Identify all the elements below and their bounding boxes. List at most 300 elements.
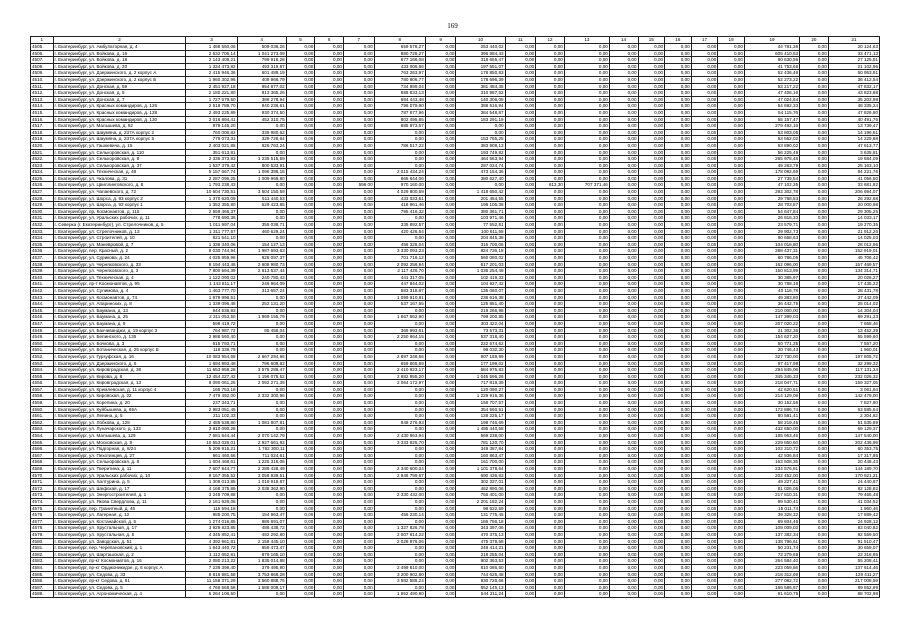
amount-cell: 81 026,06 (744, 485, 799, 492)
amount-cell: 125 851,40 (456, 301, 505, 308)
amount-cell: 0,00 (425, 195, 456, 202)
amount-cell: 0,00 (286, 591, 315, 598)
amount-cell: 1 339 096,48 (186, 301, 237, 308)
amount-cell: 763 263,97 (374, 70, 425, 77)
row-number-cell: 4540. (31, 274, 54, 281)
amount-cell: 0,00 (343, 307, 374, 314)
amount-cell: 0,00 (343, 248, 374, 255)
amount-cell: 0,00 (718, 116, 745, 123)
amount-cell: 0,00 (536, 340, 565, 347)
amount-cell: 0,00 (425, 129, 456, 136)
amount-cell: 0,00 (425, 353, 456, 360)
amount-cell: 41 753,66 (744, 63, 799, 70)
amount-cell: 118 339,79 (186, 347, 237, 354)
amount-cell: 0,00 (425, 281, 456, 288)
amount-cell: 33 471,13 (828, 50, 879, 57)
amount-cell: 152 919,01 (828, 248, 879, 255)
amount-cell: 1 960 302,96 (186, 76, 237, 83)
amount-cell: 0,00 (286, 314, 315, 321)
table-row (31, 268, 880, 275)
amount-cell: 0,00 (665, 525, 692, 532)
amount-cell: 0,00 (505, 393, 536, 400)
amount-cell: 0,00 (691, 255, 718, 262)
amount-cell: 2 559 466,37 (186, 208, 237, 215)
amount-cell: 0,00 (425, 558, 456, 565)
amount-cell: 0,00 (315, 274, 344, 281)
address-cell: г. Екатеринбург, ул. Баумана, д. 25 (53, 314, 186, 321)
amount-cell: 0,00 (564, 156, 609, 163)
row-number-cell: 4584. (31, 564, 54, 571)
amount-cell: 0,00 (536, 149, 565, 156)
amount-cell: 17 435,22 (828, 281, 879, 288)
amount-cell: 2 532 705,14 (186, 50, 237, 57)
amount-cell: 0,00 (286, 281, 315, 288)
amount-cell: 756 401,00 (456, 492, 505, 499)
amount-cell: 2 983 051,45 (186, 406, 237, 413)
amount-cell: 11 158 371,29 (186, 578, 237, 585)
amount-cell: 0,00 (286, 287, 315, 294)
table-row (31, 222, 880, 229)
amount-cell: 217 008,59 (828, 578, 879, 585)
amount-cell: 0,00 (609, 235, 638, 242)
amount-cell: 14 196,81 (828, 129, 879, 136)
amount-cell: 0,00 (505, 492, 536, 499)
amount-cell: 0,00 (638, 525, 665, 532)
amount-cell: 0,00 (718, 96, 745, 103)
amount-cell: 0,00 (609, 584, 638, 591)
amount-cell: 214 129,09 (744, 393, 799, 400)
amount-cell: 84 221,76 (828, 169, 879, 176)
amount-cell: 0,00 (609, 505, 638, 512)
amount-cell: 0,00 (343, 294, 374, 301)
amount-cell: 0,00 (609, 281, 638, 288)
amount-cell: 492 292,80 (237, 531, 286, 538)
amount-cell: 707 371,46 (564, 182, 609, 189)
amount-cell: 0,00 (315, 294, 344, 301)
amount-cell: 0,00 (343, 83, 374, 90)
amount-cell: 0,00 (665, 235, 692, 242)
amount-cell: 0,00 (286, 70, 315, 77)
amount-cell: 2 330 432,00 (374, 492, 425, 499)
amount-cell: 0,00 (425, 142, 456, 149)
address-cell: г. Екатеринбург, ул. Уральских рабочих, д. 11 (53, 215, 186, 222)
amount-cell: 0,00 (286, 83, 315, 90)
address-cell: г. Екатеринбург, ул. Донская, д. 59 (53, 83, 186, 90)
table-row (31, 44, 880, 51)
amount-cell: 0,00 (691, 215, 718, 222)
amount-cell: 0,00 (609, 307, 638, 314)
amount-cell: 0,00 (505, 545, 536, 552)
amount-cell: 0,00 (536, 334, 565, 341)
amount-cell: 0,00 (800, 578, 829, 585)
amount-cell: 0,00 (536, 479, 565, 486)
amount-cell: 0,00 (315, 44, 344, 51)
amount-cell: 2 897 348,66 (374, 353, 425, 360)
amount-cell: 0,00 (718, 393, 745, 400)
address-cell: г. Екатеринбург, ул. Апаринских, д. 8 (53, 301, 186, 308)
amount-cell: 1 418 650,42 (456, 189, 505, 196)
amount-cell: 0,00 (609, 314, 638, 321)
amount-cell: 744 625,48 (456, 571, 505, 578)
table-row (31, 505, 880, 512)
amount-cell: 0,00 (374, 558, 425, 565)
amount-cell: 55 599,60 (828, 334, 879, 341)
table-row (31, 281, 880, 288)
amount-cell: 0,00 (536, 591, 565, 598)
amount-cell: 0,00 (800, 90, 829, 97)
amount-cell: 0,00 (800, 525, 829, 532)
amount-cell: 0,00 (800, 419, 829, 426)
amount-cell: 234 576,81 (744, 466, 799, 473)
row-number-cell: 4583. (31, 558, 54, 565)
amount-cell: 0,00 (505, 347, 536, 354)
amount-cell: 154 627,20 (744, 334, 799, 341)
table-row (31, 564, 880, 571)
amount-cell: 0,00 (505, 400, 536, 407)
row-number-cell: 4567. (31, 452, 54, 459)
amount-cell: 3 200 902,80 (374, 571, 425, 578)
amount-cell: 302 337,01 (456, 479, 505, 486)
amount-cell: 0,00 (286, 248, 315, 255)
address-cell: г. Екатеринбург, ул. Халтурина, д. 5 (53, 479, 186, 486)
amount-cell: 8 030 744,94 (186, 248, 237, 255)
amount-cell: 0,00 (343, 439, 374, 446)
amount-cell: 529 423,85 (237, 202, 286, 209)
table-row (31, 261, 880, 268)
amount-cell: 902 363,53 (456, 558, 505, 565)
amount-cell: 1 225 316,06 (237, 459, 286, 466)
amount-cell: 930 374,50 (237, 109, 286, 116)
amount-cell: 0,00 (609, 123, 638, 130)
amount-cell: 0,00 (665, 149, 692, 156)
amount-cell: 0,00 (237, 182, 286, 189)
amount-cell: 0,00 (665, 90, 692, 97)
amount-cell: 2 016 894,41 (186, 116, 237, 123)
amount-cell: 265 978,48 (744, 156, 799, 163)
amount-cell: 0,00 (343, 57, 374, 64)
amount-cell: 0,00 (536, 195, 565, 202)
amount-cell: 1 952 490,90 (374, 591, 425, 598)
amount-cell: 0,00 (609, 406, 638, 413)
amount-cell: 0,00 (286, 142, 315, 149)
amount-cell: 28 703,87 (744, 202, 799, 209)
amount-cell: 0,00 (425, 228, 456, 235)
amount-cell: 0,00 (638, 156, 665, 163)
amount-cell: 0,00 (286, 459, 315, 466)
amount-cell: 170 921,21 (828, 472, 879, 479)
amount-cell: 0,00 (609, 76, 638, 83)
amount-cell: 0,00 (536, 287, 565, 294)
amount-cell: 2 092 256,94 (374, 261, 425, 268)
amount-cell: 51 535,89 (828, 419, 879, 426)
amount-cell: 0,00 (343, 419, 374, 426)
amount-cell: 73 279,69 (744, 551, 799, 558)
amount-cell: 30 788,16 (744, 281, 799, 288)
amount-cell: 0,00 (505, 109, 536, 116)
amount-cell: 0,00 (800, 373, 829, 380)
amount-cell: 69 129,37 (828, 426, 879, 433)
amount-cell: 91 610,75 (744, 591, 799, 598)
amount-cell: 0,00 (315, 512, 344, 519)
amount-cell: 279 492,16 (744, 123, 799, 130)
amount-cell: 0,00 (800, 320, 829, 327)
amount-cell: 0,00 (638, 373, 665, 380)
amount-cell: 0,00 (691, 433, 718, 440)
amount-cell: 0,00 (609, 571, 638, 578)
address-cell: г. Екатеринбург, ул. Подгорная, д. 8/24 (53, 446, 186, 453)
amount-cell: 36 412,54 (828, 76, 879, 83)
amount-cell: 0,00 (691, 531, 718, 538)
amount-cell: 0,00 (691, 76, 718, 83)
amount-cell: 0,00 (564, 57, 609, 64)
row-number-cell: 4556. (31, 380, 54, 387)
amount-cell: 0,00 (286, 44, 315, 51)
address-cell: г. Екатеринбург, ул. Якова Свердлова, д. 11 (53, 498, 186, 505)
amount-cell: 0,00 (718, 274, 745, 281)
amount-cell: 4 029 800,59 (374, 189, 425, 196)
amount-cell: 0,00 (609, 175, 638, 182)
amount-cell: 0,00 (286, 175, 315, 182)
amount-cell: 211 102,33 (186, 413, 237, 420)
table-row (31, 452, 880, 459)
amount-cell: 0,00 (343, 235, 374, 242)
amount-cell: 0,00 (800, 314, 829, 321)
address-cell: г. Екатеринбург, ул. Кировградская, д. 13 (53, 380, 186, 387)
amount-cell: 583 318,87 (374, 287, 425, 294)
amount-cell: 223 059,86 (744, 564, 799, 571)
amount-cell: 60 796,05 (744, 255, 799, 262)
amount-cell: 537 167,65 (374, 301, 425, 308)
column-header: 20 (800, 37, 829, 44)
amount-cell: 0,00 (315, 406, 344, 413)
amount-cell: 0,00 (638, 452, 665, 459)
amount-cell: 0,00 (609, 156, 638, 163)
amount-cell: 0,00 (315, 169, 344, 176)
amount-cell: 0,00 (343, 545, 374, 552)
amount-cell: 0,00 (665, 156, 692, 163)
amount-cell: 0,00 (505, 76, 536, 83)
amount-cell: 0,00 (315, 459, 344, 466)
amount-cell: 456 326,04 (374, 241, 425, 248)
amount-cell: 82 128,82 (828, 485, 879, 492)
amount-cell: 0,00 (425, 248, 456, 255)
table-row (31, 76, 880, 83)
amount-cell: 0,00 (343, 347, 374, 354)
amount-cell: 0,00 (638, 44, 665, 51)
amount-cell: 456 230,14 (374, 512, 425, 519)
amount-cell: 0,00 (315, 222, 344, 229)
address-cell: г. Екатеринбург, ул. Заводская, д. 51 (53, 538, 186, 545)
amount-cell: 0,00 (665, 123, 692, 130)
amount-cell: 1 274 016,85 (186, 518, 237, 525)
amount-cell: 0,00 (718, 439, 745, 446)
amount-cell: 0,00 (343, 558, 374, 565)
amount-cell: 0,00 (315, 195, 344, 202)
amount-cell: 0,00 (564, 162, 609, 169)
amount-cell: 0,00 (343, 498, 374, 505)
amount-cell: 0,00 (315, 202, 344, 209)
amount-cell: 0,00 (536, 545, 565, 552)
row-number-cell: 4508. (31, 63, 54, 70)
amount-cell: 0,00 (609, 129, 638, 136)
column-header: 14 (609, 37, 638, 44)
amount-cell: 0,00 (638, 136, 665, 143)
amount-cell: 26 816,33 (744, 215, 799, 222)
amount-cell: 0,00 (564, 406, 609, 413)
amount-cell: 0,00 (315, 571, 344, 578)
amount-cell: 787 677,96 (374, 109, 425, 116)
amount-cell: 0,00 (718, 426, 745, 433)
amount-cell: 0,00 (536, 564, 565, 571)
amount-cell: 0,00 (638, 578, 665, 585)
amount-cell: 0,00 (638, 367, 665, 374)
amount-cell: 0,00 (536, 281, 565, 288)
amount-cell: 3 810 090,28 (186, 426, 237, 433)
amount-cell: 0,00 (374, 215, 425, 222)
amount-cell: 0,00 (609, 498, 638, 505)
address-cell: г. Екатеринбург, ул. Баумана, д. 13 (53, 307, 186, 314)
amount-cell: 0,00 (343, 413, 374, 420)
amount-cell: 0,00 (609, 116, 638, 123)
amount-cell: 0,00 (536, 433, 565, 440)
amount-cell: 7 479 492,00 (186, 393, 237, 400)
amount-cell: 178 850,83 (456, 70, 505, 77)
table-row (31, 123, 880, 130)
amount-cell: 0,00 (665, 195, 692, 202)
amount-cell: 0,00 (718, 538, 745, 545)
amount-cell: 32 299,32 (828, 360, 879, 367)
amount-cell: 0,00 (691, 545, 718, 552)
amount-cell: 0,00 (425, 235, 456, 242)
amount-cell: 0,00 (505, 294, 536, 301)
amount-cell: 154 963,47 (237, 512, 286, 519)
amount-cell: 0,00 (315, 215, 344, 222)
amount-cell: 601 489,19 (237, 70, 286, 77)
amount-cell: 0,00 (691, 505, 718, 512)
amount-cell: 55 208,41 (828, 558, 879, 565)
table-row (31, 433, 880, 440)
address-cell: г. Екатеринбург, ул. Седова, д. 5 (53, 584, 186, 591)
amount-cell: 0,00 (718, 63, 745, 70)
amount-cell: 0,00 (609, 591, 638, 598)
amount-cell: 54 647,84 (744, 208, 799, 215)
table-row (31, 182, 880, 189)
amount-cell: 0,00 (286, 380, 315, 387)
amount-cell: 3 333 925,70 (374, 439, 425, 446)
amount-cell: 0,00 (425, 189, 456, 196)
amount-cell: 5 209 915,21 (186, 446, 237, 453)
amount-cell: 161 700,00 (456, 459, 505, 466)
amount-cell: 0,00 (286, 472, 315, 479)
amount-cell: 0,00 (536, 169, 565, 176)
amount-cell: 0,00 (315, 175, 344, 182)
amount-cell: 0,00 (505, 129, 536, 136)
amount-cell: 0,00 (536, 202, 565, 209)
amount-cell: 0,00 (718, 492, 745, 499)
amount-cell: 0,00 (343, 571, 374, 578)
amount-cell: 3 330 093,23 (374, 248, 425, 255)
amount-cell: 0,00 (800, 353, 829, 360)
amount-cell: 0,00 (691, 50, 718, 57)
amount-cell: 486 438,72 (237, 525, 286, 532)
amount-cell: 0,00 (609, 413, 638, 420)
amount-cell: 0,00 (638, 393, 665, 400)
address-cell: г. Екатеринбург, пр-т Космонавтов, д. 95 (53, 281, 186, 288)
address-cell: г. Екатеринбург, ул. Куйбышева, д. 86А (53, 406, 186, 413)
address-cell: г. Екатеринбург, пер. Гранитный, д. 45 (53, 505, 186, 512)
amount-cell: 688 833,13 (374, 90, 425, 97)
amount-cell: 0,00 (800, 426, 829, 433)
amount-cell: 24 928,12 (828, 518, 879, 525)
table-row (31, 294, 880, 301)
amount-cell: 0,00 (691, 393, 718, 400)
amount-cell: 701 716,12 (374, 255, 425, 262)
amount-cell: 147 399,03 (744, 314, 799, 321)
amount-cell: 202 436,99 (828, 439, 879, 446)
amount-cell: 0,00 (505, 175, 536, 182)
amount-cell: 0,00 (505, 123, 536, 130)
amount-cell: 0,00 (638, 591, 665, 598)
row-number-cell: 4548. (31, 327, 54, 334)
amount-cell: 0,00 (425, 327, 456, 334)
amount-cell: 157 469,57 (828, 261, 879, 268)
address-cell: г. Екатеринбург, ул. Селькоровская, д. 8 (53, 156, 186, 163)
amount-cell: 0,00 (374, 386, 425, 393)
row-number-cell: 4575. (31, 505, 54, 512)
amount-cell: 0,00 (505, 584, 536, 591)
amount-cell: 0,00 (564, 466, 609, 473)
amount-cell: 0,00 (237, 505, 286, 512)
amount-cell: 0,00 (800, 129, 829, 136)
amount-cell: 1 463 777,70 (186, 287, 237, 294)
amount-cell: 0,00 (286, 215, 315, 222)
amount-cell: 17 889,42 (828, 512, 879, 519)
register-table-container (30, 36, 880, 598)
amount-cell: 0,00 (286, 426, 315, 433)
amount-cell: 0,00 (237, 334, 286, 341)
amount-cell: 617 201,03 (456, 261, 505, 268)
amount-cell: 0,00 (718, 228, 745, 235)
amount-cell: 0,00 (800, 195, 829, 202)
row-number-cell: 4516. (31, 116, 54, 123)
amount-cell: 0,00 (665, 63, 692, 70)
amount-cell: 0,00 (718, 353, 745, 360)
amount-cell: 433 006,66 (374, 63, 425, 70)
amount-cell: 0,00 (718, 419, 745, 426)
amount-cell: 0,00 (691, 202, 718, 209)
amount-cell: 89 552,89 (828, 584, 879, 591)
amount-cell: 0,00 (609, 531, 638, 538)
amount-cell: 0,00 (718, 222, 745, 229)
amount-cell: 47 826,80 (828, 109, 879, 116)
table-row (31, 538, 880, 545)
amount-cell: 2 161 926,06 (186, 498, 237, 505)
amount-cell: 0,00 (665, 103, 692, 110)
amount-cell: 0,00 (609, 578, 638, 585)
amount-cell: 760 006,82 (186, 129, 237, 136)
table-row (31, 531, 880, 538)
row-number-cell: 4522. (31, 156, 54, 163)
amount-cell: 0,00 (665, 327, 692, 334)
amount-cell: 0,00 (425, 518, 456, 525)
amount-cell: 0,00 (425, 373, 456, 380)
address-cell: г. Екатеринбург, ул. Лобкова, д. 129 (53, 419, 186, 426)
amount-cell: 2 092 271,39 (237, 380, 286, 387)
amount-cell: 0,00 (315, 301, 344, 308)
amount-cell: 0,00 (691, 314, 718, 321)
amount-cell: 0,00 (286, 564, 315, 571)
amount-cell: 0,00 (609, 182, 638, 189)
